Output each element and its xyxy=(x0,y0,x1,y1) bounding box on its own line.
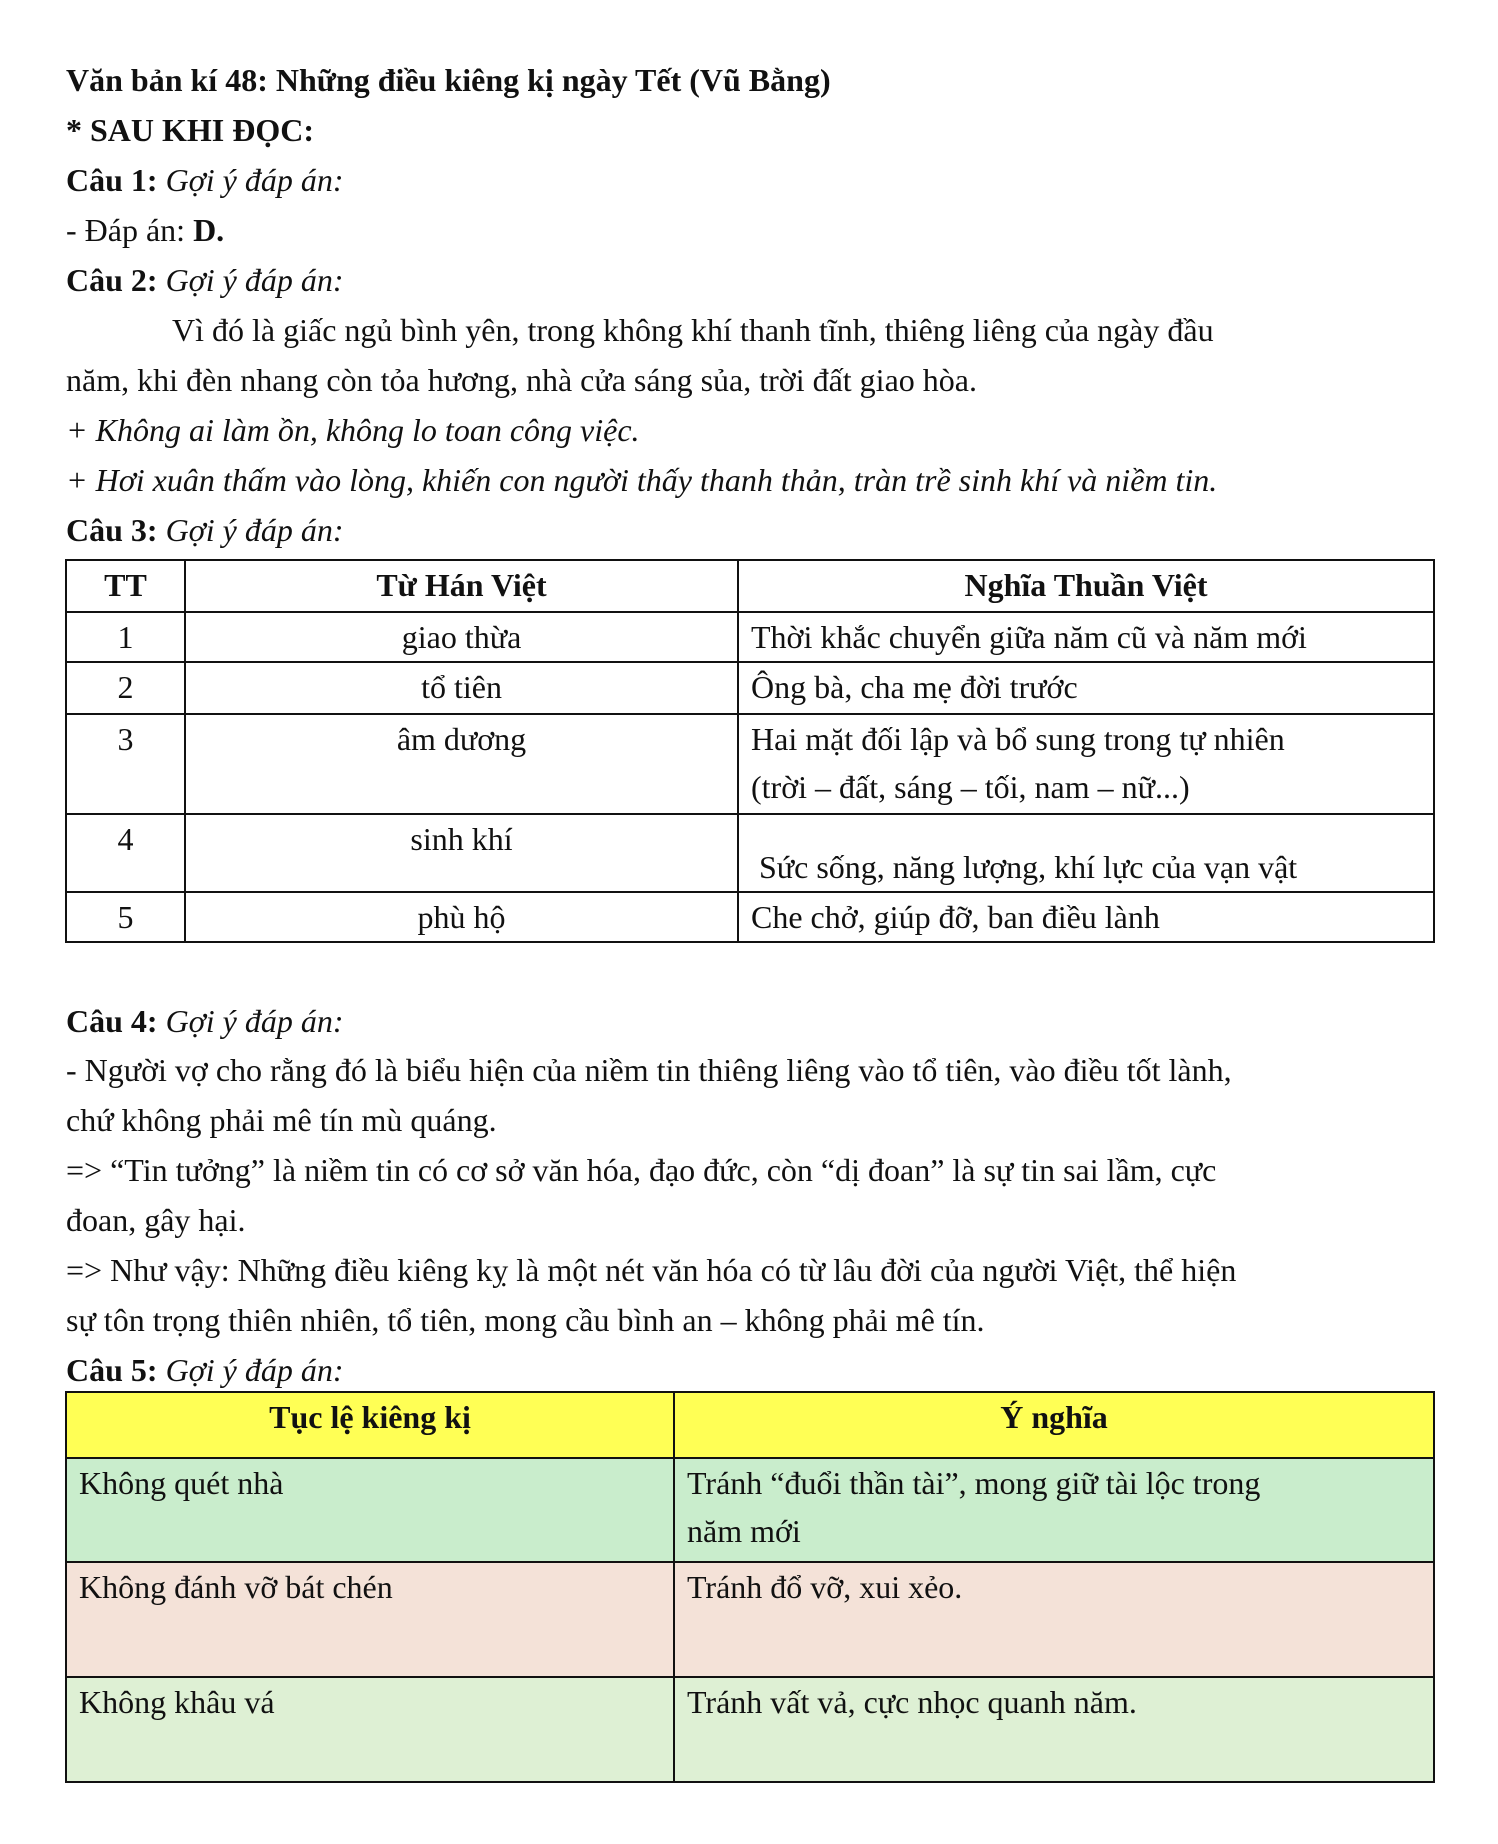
q1-heading xyxy=(66,160,344,200)
table-row xyxy=(66,612,1434,662)
q5-header-meaning: Ý nghĩa xyxy=(674,1392,1434,1458)
q3-table xyxy=(65,559,1435,943)
q1-answer xyxy=(66,210,224,250)
q3-header-word: Từ Hán Việt xyxy=(185,560,738,612)
table-row xyxy=(66,892,1434,942)
word-cell: sinh khí xyxy=(185,814,738,892)
tt-cell: 2 xyxy=(66,662,185,714)
tt-cell: 3 xyxy=(66,714,185,814)
q5-table xyxy=(65,1391,1435,1783)
q4-heading xyxy=(66,1001,344,1041)
q2-bullet2: + Hơi xuân thấm vào lòng, khiến con người thấy thanh thản, tràn trề sinh khí và niềm tin. xyxy=(66,462,1218,498)
q3-hint: Gợi ý đáp án: xyxy=(165,512,344,548)
table-row xyxy=(66,714,1434,814)
q5-hint: Gợi ý đáp án: xyxy=(165,1352,344,1388)
q1-label: Câu 1: xyxy=(66,162,158,198)
tt-cell: 4 xyxy=(66,814,185,892)
q3-header-tt: TT xyxy=(66,560,185,612)
word-cell: tổ tiên xyxy=(185,662,738,714)
table-row xyxy=(66,662,1434,714)
q2-label: Câu 2: xyxy=(66,262,158,298)
q3-heading xyxy=(66,510,344,550)
q4-line: => “Tin tưởng” là niềm tin có cơ sở văn hóa, đạo đức, còn “dị đoan” là sự tin sai lầm, cực xyxy=(66,1152,1217,1188)
q4-hint: Gợi ý đáp án: xyxy=(165,1003,344,1039)
custom-cell: Không khâu vá xyxy=(66,1677,674,1782)
q3-header-row xyxy=(66,560,1434,612)
q4-line: sự tôn trọng thiên nhiên, tổ tiên, mong cầu bình an – không phải mê tín. xyxy=(66,1302,985,1338)
q1-answer-prefix: - Đáp án: xyxy=(66,212,194,248)
q4-line: - Người vợ cho rằng đó là biểu hiện của niềm tin thiêng liêng vào tổ tiên, vào điều tốt lành, xyxy=(66,1052,1232,1088)
word-cell: âm dương xyxy=(185,714,738,814)
word-cell: giao thừa xyxy=(185,612,738,662)
q5-label: Câu 5: xyxy=(66,1352,158,1388)
table-row xyxy=(66,1458,1434,1562)
custom-cell: Không đánh vỡ bát chén xyxy=(66,1562,674,1677)
meaning-line1: Tránh “đuổi thần tài”, mong giữ tài lộc trong xyxy=(687,1465,1261,1501)
q5-heading xyxy=(66,1350,344,1390)
q1-hint: Gợi ý đáp án: xyxy=(165,162,344,198)
q2-bullet1: + Không ai làm ồn, không lo toan công việc. xyxy=(66,412,640,448)
table-row xyxy=(66,814,1434,892)
word-cell: phù hộ xyxy=(185,892,738,942)
q2-heading xyxy=(66,260,344,300)
q5-header-custom: Tục lệ kiêng kị xyxy=(66,1392,674,1458)
meaning-line2: năm mới xyxy=(687,1513,801,1549)
q4-label: Câu 4: xyxy=(66,1003,158,1039)
q1-answer-value: D. xyxy=(193,212,225,248)
q3-label: Câu 3: xyxy=(66,512,158,548)
section-heading: * SAU KHI ĐỌC: xyxy=(66,112,315,148)
meaning-line1: Hai mặt đối lập và bổ sung trong tự nhiên xyxy=(751,721,1285,757)
tt-cell: 1 xyxy=(66,612,185,662)
tt-cell: 5 xyxy=(66,892,185,942)
meaning-cell: Thời khắc chuyển giữa năm cũ và năm mới xyxy=(738,612,1434,662)
meaning-cell: Che chở, giúp đỡ, ban điều lành xyxy=(738,892,1434,942)
meaning-cell: Ông bà, cha mẹ đời trước xyxy=(738,662,1434,714)
meaning-line2: (trời – đất, sáng – tối, nam – nữ...) xyxy=(751,769,1190,805)
q5-header-row xyxy=(66,1392,1434,1458)
q4-line: chứ không phải mê tín mù quáng. xyxy=(66,1102,497,1138)
q3-header-meaning: Nghĩa Thuần Việt xyxy=(738,560,1434,612)
meaning-cell xyxy=(674,1458,1434,1562)
q4-line: đoan, gây hại. xyxy=(66,1202,246,1238)
table-row xyxy=(66,1562,1434,1677)
table-row xyxy=(66,1677,1434,1782)
meaning-cell xyxy=(738,714,1434,814)
meaning-cell: Sức sống, năng lượng, khí lực của vạn vật xyxy=(738,814,1434,892)
q2-para-line1: Vì đó là giấc ngủ bình yên, trong không khí thanh tĩnh, thiêng liêng của ngày đầu xyxy=(172,312,1214,348)
q4-line: => Như vậy: Những điều kiêng kỵ là một nét văn hóa có từ lâu đời của người Việt, thể hiện xyxy=(66,1252,1237,1288)
meaning-cell: Tránh đổ vỡ, xui xẻo. xyxy=(674,1562,1434,1677)
custom-cell: Không quét nhà xyxy=(66,1458,674,1562)
q2-para-line2: năm, khi đèn nhang còn tỏa hương, nhà cửa sáng sủa, trời đất giao hòa. xyxy=(66,362,977,398)
q2-hint: Gợi ý đáp án: xyxy=(165,262,344,298)
doc-title: Văn bản kí 48: Những điều kiêng kị ngày Tết (Vũ Bằng) xyxy=(66,62,831,98)
meaning-cell: Tránh vất vả, cực nhọc quanh năm. xyxy=(674,1677,1434,1782)
